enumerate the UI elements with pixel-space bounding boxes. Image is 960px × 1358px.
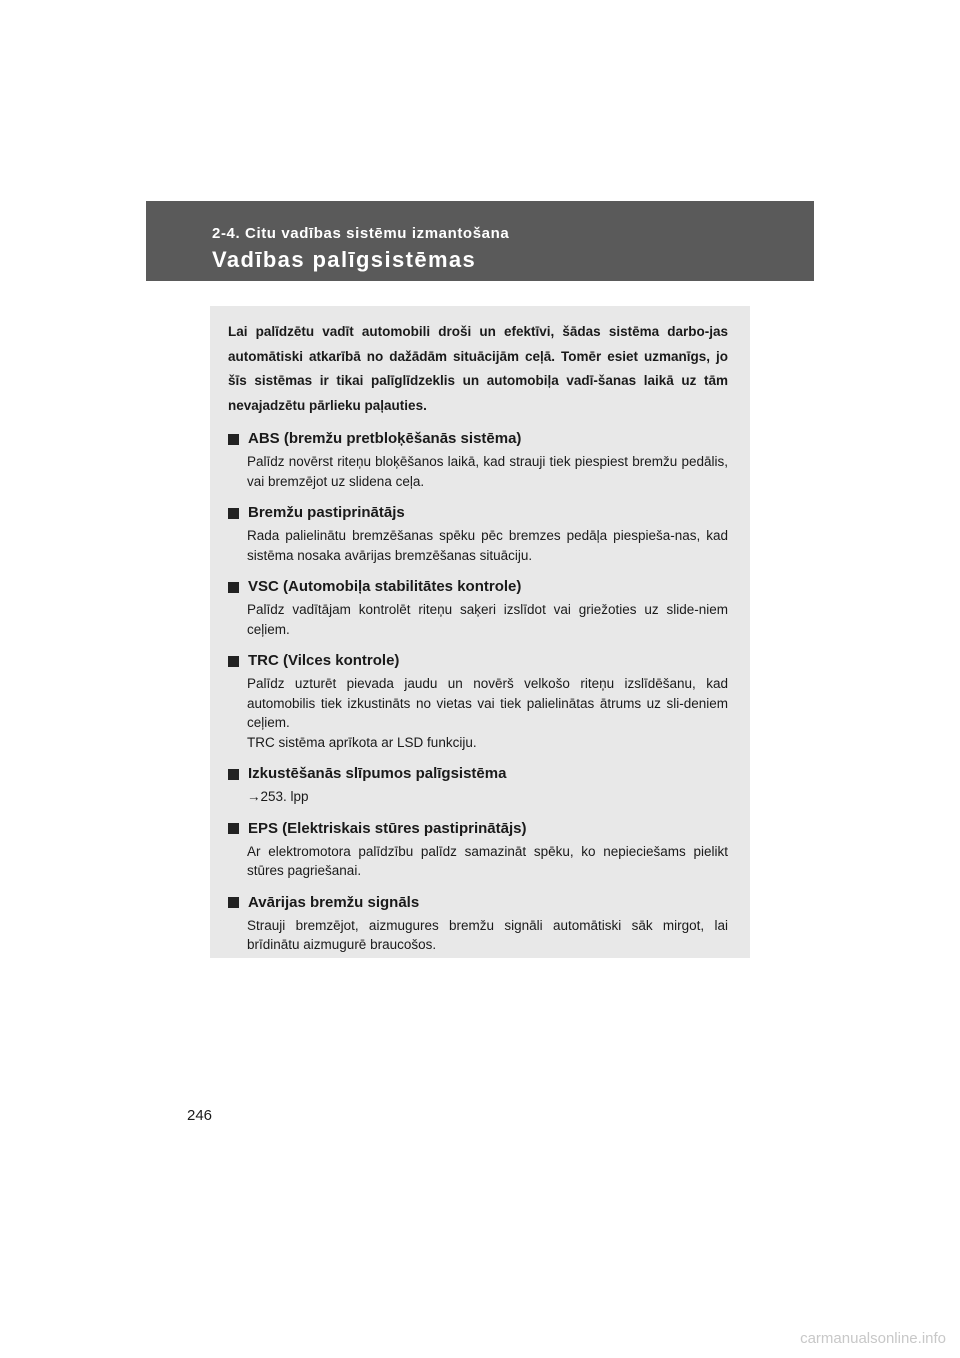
item-hill-start-assist: [228, 764, 728, 807]
item-eps: [228, 819, 728, 881]
item-heading-text: Avārijas bremžu signāls: [248, 893, 420, 911]
square-bullet-icon: [228, 508, 239, 519]
chapter-header: [146, 201, 814, 281]
item-heading: [228, 764, 728, 784]
page-title: Vadības palīgsistēmas: [212, 247, 477, 272]
item-heading-text: TRC (Vilces kontrole): [248, 652, 400, 669]
item-heading-text: EPS (Elektriskais stūres pastiprinātājs): [248, 819, 527, 837]
item-vsc: [228, 577, 728, 639]
item-body: Rada palielinātu bremzēšanas spēku pēc bremzes pedāļa piespieša-nas, kad sistēma nosaka avārijas bremzēšanas situāciju.: [247, 528, 728, 563]
item-body: Palīdz novērst riteņu bloķēšanos laikā, kad strauji tiek piespiest bremžu pedālis, vai bremzējot uz slidena ceļa.: [247, 454, 728, 489]
watermark: carmanualsonline.info: [800, 1330, 946, 1347]
square-bullet-icon: [228, 897, 239, 908]
item-body: Ar elektromotora palīdzību palīdz samazināt spēku, ko nepieciešams pielikt stūres pagriešanai.: [247, 843, 728, 878]
item-emergency-brake-signal: [228, 893, 728, 955]
item-heading-text: ABS (bremžu pretbloķēšanās sistēma): [248, 430, 522, 447]
item-heading-text: Izkustēšanās slīpumos palīgsistēma: [248, 765, 507, 782]
page-number: 246: [187, 1107, 213, 1124]
item-heading-text: VSC (Automobiļa stabilitātes kontrole): [248, 578, 522, 595]
item-abs: [228, 429, 728, 491]
item-body-note: TRC sistēma aprīkota ar LSD funkciju.: [247, 734, 477, 750]
item-brake-assist: [228, 503, 728, 565]
item-body: Strauji bremzējot, aizmugures bremžu signāli automātiski sāk mirgot, lai brīdinātu aizmugurē braucošos.: [247, 917, 728, 952]
intro-paragraph: Lai palīdzētu vadīt automobili droši un efektīvi, šādas sistēma darbo-jas automātiski atkarībā no dažādām situācijām ceļā. Tomēr esiet uzmanīgs, jo šīs sistēmas ir tikai palīglīdzeklis un automobiļa vadī-šanas laikā uz tām nevajadzētu pārlieku paļauties.: [228, 324, 728, 413]
square-bullet-icon: [228, 823, 239, 834]
item-heading: [228, 429, 728, 449]
item-trc: [228, 651, 728, 752]
item-heading-text: Bremžu pastiprinātājs: [248, 504, 405, 521]
item-heading: [228, 503, 728, 523]
item-heading: [228, 893, 728, 913]
square-bullet-icon: [228, 656, 239, 667]
item-body: Palīdz uzturēt pievada jaudu un novērš velkošo riteņu izslīdēšanu, kad automobilis tiek izkustināts no vietas vai tiek palielinātas ātrums uz sli-deniem ceļiem.: [247, 676, 728, 730]
item-heading: [228, 577, 728, 597]
page-reference: →253. lpp: [247, 789, 309, 804]
item-heading: [228, 819, 728, 839]
section-label: 2-4. Citu vadības sistēmu izmantošana: [212, 225, 510, 242]
item-body: Palīdz vadītājam kontrolēt riteņu saķeri izslīdot vai griežoties uz slide-niem ceļiem.: [247, 602, 728, 637]
item-heading: [228, 651, 728, 671]
square-bullet-icon: [228, 769, 239, 780]
square-bullet-icon: [228, 582, 239, 593]
square-bullet-icon: [228, 434, 239, 445]
content-box: [210, 306, 750, 958]
